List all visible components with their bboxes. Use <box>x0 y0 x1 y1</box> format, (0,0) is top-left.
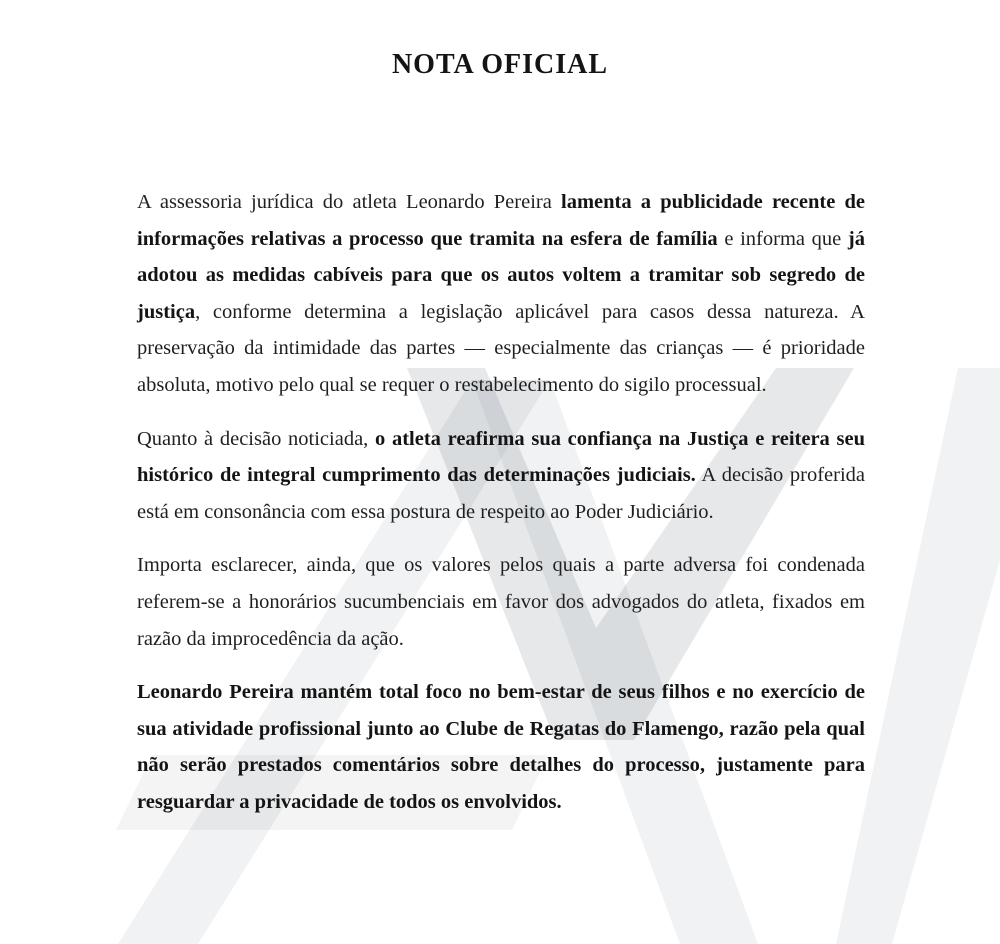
bold-text-segment: lamenta a publicidade recente de informações relativas a processo que tramita na esfera de família <box>137 191 865 250</box>
paragraph <box>137 547 865 657</box>
paragraph <box>137 184 865 404</box>
text-segment: e informa que <box>717 227 848 250</box>
document-title: NOTA OFICIAL <box>391 49 609 80</box>
bold-text-segment: Leonardo Pereira mantém total foco no bem-estar de seus filhos e no exercício de sua atividade profissional junto ao Clube de Regatas do Flamengo, razão pela qual não serão prestados comentários sobre detalhes do processo, justamente para resguardar a privacidade de todos os envolvidos. <box>137 681 865 813</box>
text-segment: , conforme determina a legislação aplicável para casos dessa natureza. A preservação da intimidade das partes — especialmente das crianças — é prioridade absoluta, motivo pelo qual se requer o restabelecimento do sigilo processual. <box>137 300 865 396</box>
text-segment: Importa esclarecer, ainda, que os valores pelos quais a parte adversa foi condenada referem-se a honorários sucumbenciais em favor dos advogados do atleta, fixados em razão da improcedência da ação. <box>137 554 865 650</box>
paragraph <box>137 421 865 531</box>
text-segment: Quanto à decisão noticiada, <box>137 427 375 450</box>
text-segment: A assessoria jurídica do atleta Leonardo Pereira <box>137 191 562 213</box>
text-segment: A decisão proferida está em consonância com essa postura de respeito ao Poder Judiciário. <box>137 464 865 523</box>
document-body <box>137 184 865 821</box>
paragraph <box>137 674 865 820</box>
bold-text-segment: já adotou as medidas cabíveis para que os autos voltem a tramitar sob segredo de justiça <box>137 227 865 323</box>
bold-text-segment: o atleta reafirma sua confiança na Justiça e reitera seu histórico de integral cumprimento das determinações judiciais. <box>137 427 865 487</box>
